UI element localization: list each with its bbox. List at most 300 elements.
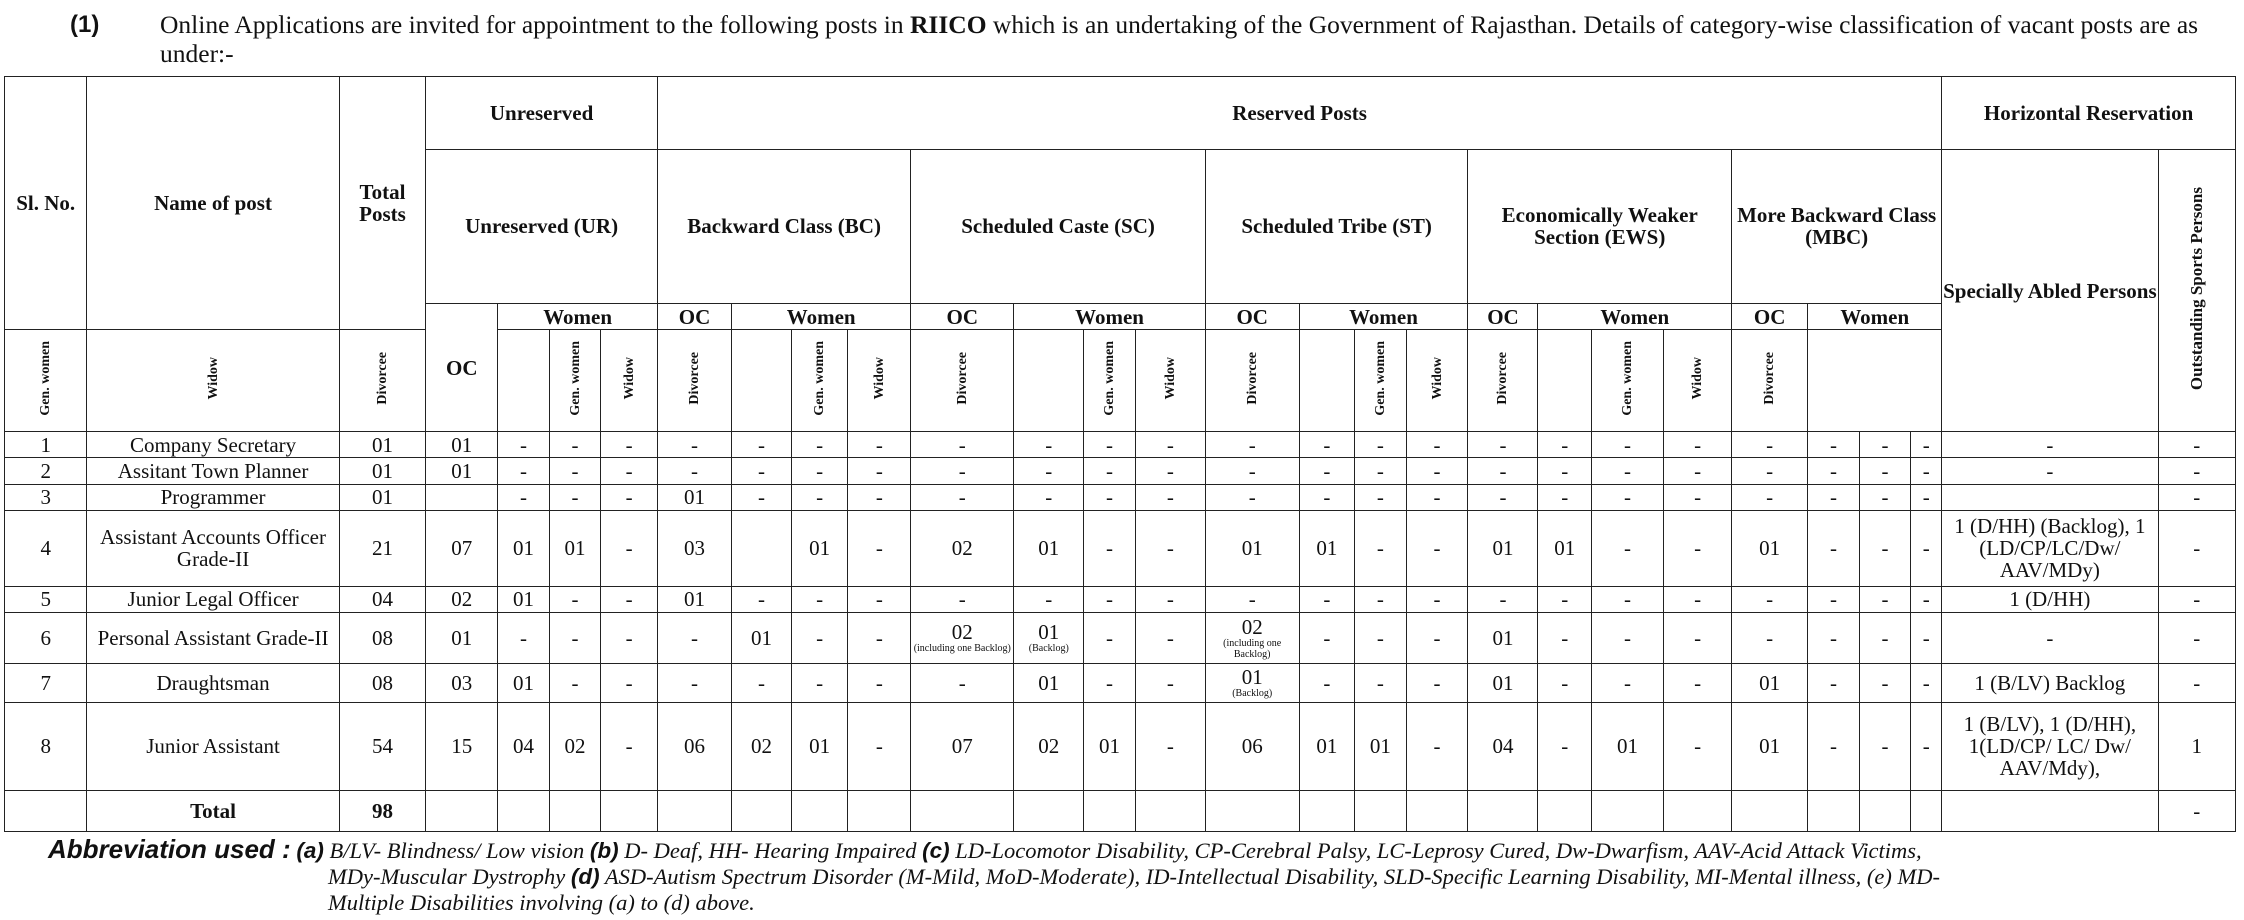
row-mbc-gen-value: - bbox=[1830, 587, 1837, 612]
row-st-divorcee bbox=[1406, 510, 1468, 586]
row-specially-abled: 1 (B/LV), 1 (D/HH), 1(LD/CP/ LC/ Dw/ AAV/Mdy), bbox=[1942, 702, 2158, 791]
row-bc-widow-value: 01 bbox=[809, 734, 831, 759]
header-ews-widow-cell bbox=[1406, 330, 1468, 432]
row-bc-oc-value: 06 bbox=[684, 734, 706, 759]
abbr-c-mark: (c) bbox=[922, 838, 950, 863]
row-st-divorcee-value: - bbox=[1433, 670, 1441, 695]
row-st-divorcee-value: - bbox=[1433, 625, 1441, 650]
header-mbc-gen: Gen. women bbox=[1620, 341, 1636, 417]
clause-number: (1) bbox=[70, 11, 100, 38]
row-sc-divorcee-value: - bbox=[1166, 670, 1174, 695]
row-ews-widow bbox=[1592, 612, 1664, 663]
row-sc-divorcee bbox=[1135, 510, 1205, 586]
row-ur-gen bbox=[498, 663, 549, 702]
row-sc-gen bbox=[1014, 702, 1084, 791]
header-st-gen-cell bbox=[1084, 330, 1135, 432]
row-st-oc bbox=[1205, 510, 1299, 586]
row-sc-widow bbox=[1084, 458, 1135, 484]
row-ews-divorcee-value: - bbox=[1694, 536, 1702, 561]
total-blank-17 bbox=[1468, 791, 1538, 832]
row-bc-gen-value: - bbox=[757, 459, 765, 484]
row-st-divorcee bbox=[1406, 458, 1468, 484]
abbreviation-lead: Abbreviation used : bbox=[48, 834, 291, 864]
row-bc-widow-value: - bbox=[816, 432, 824, 457]
header-row-1 bbox=[5, 77, 2236, 150]
row-ews-divorcee bbox=[1664, 458, 1732, 484]
row-st-oc-note: (Backlog) bbox=[1232, 688, 1273, 700]
row-sc-divorcee bbox=[1135, 586, 1205, 612]
row-ews-widow bbox=[1592, 484, 1664, 510]
row-ur-oc bbox=[426, 702, 498, 791]
header-ur-widow: Widow bbox=[205, 357, 221, 401]
row-ur-widow-value: - bbox=[571, 625, 579, 650]
header-mbc-divorcee: Divorcee bbox=[1762, 352, 1778, 406]
row-sc-widow-value: - bbox=[1106, 459, 1114, 484]
row-sports: - bbox=[2158, 663, 2236, 702]
header-st: Scheduled Tribe (ST) bbox=[1205, 149, 1468, 303]
total-row bbox=[5, 791, 2236, 832]
row-st-oc-value: 01 bbox=[1241, 665, 1263, 690]
row-bc-oc bbox=[657, 663, 731, 702]
abbr-b-mark: (b) bbox=[589, 838, 619, 863]
row-specially-abled: - bbox=[1942, 612, 2158, 663]
header-ur-gen-cell bbox=[5, 330, 87, 432]
row-st-divorcee bbox=[1406, 663, 1468, 702]
abbreviation-line-3: Multiple Disabilities involving (a) to (d) above. bbox=[328, 890, 755, 915]
header-ur-oc: OC bbox=[426, 304, 498, 432]
table-row bbox=[5, 484, 2236, 510]
row-bc-gen-value: - bbox=[757, 432, 765, 457]
row-mbc-widow bbox=[1859, 458, 1910, 484]
row-st-divorcee-value: - bbox=[1433, 587, 1441, 612]
row-mbc-gen bbox=[1808, 702, 1859, 791]
row-sc-divorcee-value: - bbox=[1166, 625, 1174, 650]
row-mbc-divorcee bbox=[1911, 586, 1942, 612]
row-mbc-gen bbox=[1808, 458, 1859, 484]
table-row bbox=[5, 458, 2236, 484]
header-mbc-oc: OC bbox=[1732, 304, 1808, 330]
row-sc-gen-value: - bbox=[1045, 587, 1053, 612]
row-ur-divorcee bbox=[601, 663, 658, 702]
row-ews-widow-value: - bbox=[1624, 670, 1632, 695]
row-sc-widow-value: - bbox=[1106, 625, 1114, 650]
row-ews-oc bbox=[1468, 510, 1538, 586]
row-mbc-widow-value: - bbox=[1881, 670, 1889, 695]
row-sl-no: 1 bbox=[5, 432, 87, 458]
row-bc-oc-value: 01 bbox=[684, 587, 706, 612]
row-st-widow-value: - bbox=[1376, 587, 1384, 612]
row-specially-abled: 1 (D/HH) (Backlog), 1 (LD/CP/LC/Dw/ AAV/MDy) bbox=[1942, 510, 2158, 586]
row-mbc-widow-value: - bbox=[1881, 432, 1889, 457]
row-ews-oc bbox=[1468, 586, 1538, 612]
row-sc-divorcee bbox=[1135, 458, 1205, 484]
row-ews-gen bbox=[1538, 586, 1592, 612]
table-row bbox=[5, 510, 2236, 586]
row-sc-oc-value: - bbox=[958, 485, 966, 510]
row-sports: - bbox=[2158, 510, 2236, 586]
total-blank-5 bbox=[657, 791, 731, 832]
row-st-divorcee-value: - bbox=[1433, 536, 1441, 561]
row-mbc-oc-value: 01 bbox=[1759, 536, 1781, 561]
row-total: 01 bbox=[339, 432, 426, 458]
row-bc-oc-value: 03 bbox=[684, 536, 706, 561]
row-bc-gen-value: - bbox=[757, 485, 765, 510]
row-ur-oc-value: 02 bbox=[451, 587, 473, 612]
row-mbc-divorcee-value: - bbox=[1922, 670, 1930, 695]
row-st-gen-value: 01 bbox=[1316, 536, 1338, 561]
row-mbc-widow bbox=[1859, 702, 1910, 791]
row-st-widow-value: - bbox=[1376, 485, 1384, 510]
row-ur-divorcee bbox=[601, 702, 658, 791]
row-ur-oc-value: 03 bbox=[451, 670, 473, 695]
row-bc-divorcee-value: - bbox=[875, 587, 883, 612]
row-bc-divorcee bbox=[848, 586, 911, 612]
row-ur-gen-value: 04 bbox=[513, 734, 535, 759]
row-ur-gen bbox=[498, 432, 549, 458]
row-mbc-oc-value: - bbox=[1766, 432, 1774, 457]
row-sc-widow-value: - bbox=[1106, 485, 1114, 510]
header-mbc: More Backward Class (MBC) bbox=[1732, 149, 1942, 303]
row-bc-divorcee bbox=[848, 432, 911, 458]
row-st-divorcee-value: - bbox=[1433, 734, 1441, 759]
row-st-widow-value: - bbox=[1376, 459, 1384, 484]
row-ews-divorcee-value: - bbox=[1694, 734, 1702, 759]
intro-text bbox=[160, 10, 2220, 68]
row-ews-gen-value: - bbox=[1561, 432, 1569, 457]
row-mbc-divorcee-value: - bbox=[1922, 587, 1930, 612]
row-bc-gen bbox=[732, 510, 792, 586]
row-sc-divorcee-value: - bbox=[1166, 536, 1174, 561]
row-ews-oc-value: 01 bbox=[1492, 536, 1514, 561]
header-sc-divorcee-cell bbox=[911, 330, 1014, 432]
table-row bbox=[5, 586, 2236, 612]
row-mbc-widow bbox=[1859, 663, 1910, 702]
row-sc-gen-value: - bbox=[1045, 459, 1053, 484]
header-st-widow: Widow bbox=[1162, 357, 1178, 401]
row-sc-gen-value: 02 bbox=[1038, 734, 1060, 759]
row-st-divorcee-value: - bbox=[1433, 432, 1441, 457]
total-blank-4 bbox=[601, 791, 658, 832]
header-st-divorcee-cell bbox=[1205, 330, 1299, 432]
row-st-oc-value: - bbox=[1248, 587, 1256, 612]
row-st-oc bbox=[1205, 586, 1299, 612]
row-ur-gen bbox=[498, 458, 549, 484]
row-sports: - bbox=[2158, 612, 2236, 663]
header-st-widow-cell bbox=[1135, 330, 1205, 432]
row-ur-widow bbox=[549, 586, 600, 612]
header-unreserved: Unreserved bbox=[426, 77, 658, 150]
row-sc-widow bbox=[1084, 484, 1135, 510]
table-row bbox=[5, 612, 2236, 663]
header-sc-widow-cell bbox=[848, 330, 911, 432]
header-mbc-gen-cell bbox=[1592, 330, 1664, 432]
row-post-name: Personal Assistant Grade-II bbox=[87, 612, 339, 663]
row-ews-oc-value: - bbox=[1499, 587, 1507, 612]
row-post-name: Assitant Town Planner bbox=[87, 458, 339, 484]
row-ews-divorcee-value: - bbox=[1694, 625, 1702, 650]
row-sc-widow-value: - bbox=[1106, 670, 1114, 695]
row-bc-gen bbox=[732, 458, 792, 484]
row-specially-abled: 1 (D/HH) bbox=[1942, 586, 2158, 612]
row-mbc-gen-value: - bbox=[1830, 459, 1837, 484]
row-bc-oc-value: - bbox=[691, 459, 699, 484]
row-bc-oc bbox=[657, 510, 731, 586]
row-ews-divorcee bbox=[1664, 612, 1732, 663]
row-st-widow-value: - bbox=[1376, 432, 1384, 457]
row-ur-oc bbox=[426, 458, 498, 484]
row-st-widow bbox=[1355, 586, 1406, 612]
row-mbc-divorcee bbox=[1911, 510, 1942, 586]
header-bc-gen-cell bbox=[549, 330, 600, 432]
row-bc-widow-value: - bbox=[816, 485, 824, 510]
row-mbc-oc-value: 01 bbox=[1759, 734, 1781, 759]
row-ur-divorcee-value: - bbox=[625, 734, 633, 759]
header-mbc-widow-cell bbox=[1664, 330, 1732, 432]
row-bc-gen-value: 02 bbox=[750, 734, 772, 759]
row-mbc-divorcee bbox=[1911, 612, 1942, 663]
row-ews-gen bbox=[1538, 612, 1592, 663]
row-mbc-gen bbox=[1808, 612, 1859, 663]
row-sc-gen bbox=[1014, 458, 1084, 484]
row-bc-widow bbox=[791, 432, 848, 458]
header-st-divorcee: Divorcee bbox=[1244, 352, 1260, 406]
row-bc-divorcee-value: - bbox=[875, 459, 883, 484]
row-sc-oc-value: 07 bbox=[951, 734, 973, 759]
row-bc-widow bbox=[791, 702, 848, 791]
row-sc-gen-note: (Backlog) bbox=[1028, 643, 1069, 655]
row-sports: - bbox=[2158, 432, 2236, 458]
row-mbc-gen-value: - bbox=[1830, 734, 1837, 759]
abbr-a-text: B/LV- Blindness/ Low vision bbox=[323, 838, 590, 863]
row-mbc-oc bbox=[1732, 612, 1808, 663]
row-mbc-widow bbox=[1859, 510, 1910, 586]
header-st-gen: Gen. women bbox=[1102, 341, 1118, 417]
header-mbc-oc-blank bbox=[1538, 330, 1592, 432]
row-mbc-gen bbox=[1808, 432, 1859, 458]
row-bc-widow bbox=[791, 612, 848, 663]
header-sc-gen: Gen. women bbox=[812, 341, 828, 417]
row-ews-divorcee bbox=[1664, 702, 1732, 791]
row-sc-gen bbox=[1014, 432, 1084, 458]
row-ews-oc-value: 04 bbox=[1492, 734, 1514, 759]
row-ews-oc-value: - bbox=[1499, 459, 1507, 484]
row-st-gen bbox=[1299, 612, 1355, 663]
total-blank-6 bbox=[732, 791, 792, 832]
header-mbc-women: Women bbox=[1808, 304, 1942, 330]
row-mbc-divorcee-value: - bbox=[1922, 625, 1930, 650]
row-mbc-gen-value: - bbox=[1830, 670, 1837, 695]
row-ews-gen-value: - bbox=[1561, 587, 1569, 612]
row-ur-gen-value: - bbox=[520, 459, 528, 484]
row-ews-divorcee-value: - bbox=[1694, 432, 1702, 457]
intro-text-after: which is an undertaking of the Government of Rajasthan. Details of category-wise classification of vacant posts are as under:- bbox=[160, 10, 2199, 68]
row-st-divorcee-value: - bbox=[1433, 485, 1441, 510]
row-bc-divorcee-value: - bbox=[875, 485, 883, 510]
row-mbc-oc-value: - bbox=[1766, 587, 1774, 612]
row-st-oc-value: - bbox=[1248, 459, 1256, 484]
total-blank-23 bbox=[1859, 791, 1910, 832]
row-specially-abled: - bbox=[1942, 458, 2158, 484]
row-sc-gen-value: - bbox=[1045, 485, 1053, 510]
row-ur-widow-value: - bbox=[571, 485, 579, 510]
row-bc-divorcee-value: - bbox=[875, 670, 883, 695]
row-ews-gen-value: - bbox=[1561, 485, 1569, 510]
row-st-gen bbox=[1299, 484, 1355, 510]
row-bc-oc-value: - bbox=[691, 625, 699, 650]
row-ur-widow bbox=[549, 458, 600, 484]
row-sl-no: 2 bbox=[5, 458, 87, 484]
header-sl-no: Sl. No. bbox=[5, 77, 87, 330]
row-bc-oc-value: - bbox=[691, 670, 699, 695]
header-ews-divorcee-cell bbox=[1468, 330, 1538, 432]
row-ur-oc-value: 01 bbox=[451, 625, 473, 650]
row-bc-divorcee-value: - bbox=[875, 536, 883, 561]
header-row-4 bbox=[5, 330, 2236, 432]
row-sl-no: 6 bbox=[5, 612, 87, 663]
row-bc-oc bbox=[657, 458, 731, 484]
header-ur-gen: Gen. women bbox=[38, 341, 54, 417]
row-st-widow bbox=[1355, 612, 1406, 663]
org-name: RIICO bbox=[910, 10, 987, 39]
header-bc-oc: OC bbox=[657, 304, 731, 330]
row-ur-oc bbox=[426, 663, 498, 702]
row-ur-gen-value: - bbox=[520, 485, 528, 510]
row-ews-oc bbox=[1468, 663, 1538, 702]
row-ews-oc bbox=[1468, 612, 1538, 663]
row-ur-oc bbox=[426, 484, 498, 510]
row-mbc-gen-value: - bbox=[1830, 485, 1837, 510]
row-ur-oc bbox=[426, 432, 498, 458]
row-bc-widow bbox=[791, 663, 848, 702]
abbr-line2-b: ASD-Autism Spectrum Disorder (M-Mild, MoD-Moderate), ID-Intellectual Disability, SLD-Specific Learning Disability, MI-Mental illness, (e) MD- bbox=[599, 864, 1940, 889]
total-blank-19 bbox=[1592, 791, 1664, 832]
row-bc-gen-value: - bbox=[757, 670, 765, 695]
row-sc-oc-value: - bbox=[958, 459, 966, 484]
header-ews-gen: Gen. women bbox=[1372, 341, 1388, 417]
row-ur-gen bbox=[498, 484, 549, 510]
row-mbc-oc-value: 01 bbox=[1759, 670, 1781, 695]
row-st-gen-value: - bbox=[1323, 432, 1331, 457]
row-mbc-widow-value: - bbox=[1881, 587, 1889, 612]
row-st-gen-value: - bbox=[1323, 459, 1331, 484]
row-bc-gen bbox=[732, 484, 792, 510]
header-name-of-post: Name of post bbox=[87, 77, 339, 330]
row-ews-widow bbox=[1592, 702, 1664, 791]
header-sc-gen-cell bbox=[791, 330, 848, 432]
row-mbc-divorcee-value: - bbox=[1922, 485, 1930, 510]
row-mbc-gen bbox=[1808, 484, 1859, 510]
abbr-d-mark: (d) bbox=[570, 864, 600, 889]
row-ews-oc bbox=[1468, 702, 1538, 791]
vacancy-table bbox=[4, 76, 2236, 832]
row-mbc-divorcee-value: - bbox=[1922, 734, 1930, 759]
row-mbc-oc bbox=[1732, 663, 1808, 702]
row-post-name: Draughtsman bbox=[87, 663, 339, 702]
row-ews-divorcee bbox=[1664, 484, 1732, 510]
row-ews-oc-value: - bbox=[1499, 432, 1507, 457]
row-sc-divorcee bbox=[1135, 484, 1205, 510]
row-mbc-oc-value: - bbox=[1766, 625, 1774, 650]
row-sc-gen-value: - bbox=[1045, 432, 1053, 457]
row-ur-divorcee bbox=[601, 586, 658, 612]
row-bc-widow bbox=[791, 510, 848, 586]
row-mbc-gen bbox=[1808, 510, 1859, 586]
row-bc-oc bbox=[657, 432, 731, 458]
header-bc-gen: Gen. women bbox=[567, 341, 583, 417]
header-ur: Unreserved (UR) bbox=[426, 149, 658, 303]
row-sc-divorcee-value: - bbox=[1166, 587, 1174, 612]
row-ews-gen bbox=[1538, 432, 1592, 458]
row-bc-widow-value: - bbox=[816, 670, 824, 695]
row-ews-oc-value: 01 bbox=[1492, 670, 1514, 695]
row-sports: - bbox=[2158, 458, 2236, 484]
row-sc-divorcee bbox=[1135, 432, 1205, 458]
row-ews-gen-value: - bbox=[1561, 459, 1569, 484]
row-ur-gen bbox=[498, 510, 549, 586]
row-sc-widow bbox=[1084, 432, 1135, 458]
total-label: Total bbox=[87, 791, 339, 832]
row-post-name: Junior Assistant bbox=[87, 702, 339, 791]
row-mbc-widow-value: - bbox=[1881, 485, 1889, 510]
intro-text-before: Online Applications are invited for appointment to the following posts in bbox=[160, 10, 911, 39]
header-sc-oc: OC bbox=[911, 304, 1014, 330]
row-sc-widow bbox=[1084, 510, 1135, 586]
row-bc-widow-value: - bbox=[816, 587, 824, 612]
total-blank-21 bbox=[1732, 791, 1808, 832]
row-mbc-oc bbox=[1732, 484, 1808, 510]
row-ur-divorcee-value: - bbox=[625, 536, 633, 561]
row-sports: - bbox=[2158, 586, 2236, 612]
row-sc-gen-value: 01 bbox=[1038, 620, 1060, 645]
header-ews-oc-blank bbox=[1299, 330, 1355, 432]
row-ur-gen-value: 01 bbox=[513, 670, 535, 695]
header-reserved-posts: Reserved Posts bbox=[657, 77, 1941, 150]
row-st-divorcee bbox=[1406, 586, 1468, 612]
table-row bbox=[5, 663, 2236, 702]
row-st-widow bbox=[1355, 484, 1406, 510]
row-st-widow bbox=[1355, 510, 1406, 586]
row-mbc-widow-value: - bbox=[1881, 459, 1889, 484]
row-st-widow-value: - bbox=[1376, 536, 1384, 561]
row-st-oc-value: 01 bbox=[1241, 536, 1263, 561]
row-st-widow-value: - bbox=[1376, 625, 1384, 650]
row-st-widow-value: - bbox=[1376, 670, 1384, 695]
row-ews-gen-value: - bbox=[1561, 670, 1569, 695]
row-mbc-divorcee bbox=[1911, 458, 1942, 484]
row-st-oc bbox=[1205, 432, 1299, 458]
row-ews-gen bbox=[1538, 663, 1592, 702]
row-mbc-gen bbox=[1808, 586, 1859, 612]
total-blank-9 bbox=[911, 791, 1014, 832]
total-blank-13 bbox=[1205, 791, 1299, 832]
total-blank-15 bbox=[1355, 791, 1406, 832]
row-sc-oc bbox=[911, 586, 1014, 612]
total-blank-3 bbox=[549, 791, 600, 832]
row-total: 01 bbox=[339, 484, 426, 510]
row-sc-oc-value: - bbox=[958, 432, 966, 457]
row-bc-widow-value: 01 bbox=[809, 536, 831, 561]
row-st-gen bbox=[1299, 510, 1355, 586]
row-sl-no: 7 bbox=[5, 663, 87, 702]
total-blank-8 bbox=[848, 791, 911, 832]
row-st-gen bbox=[1299, 702, 1355, 791]
row-mbc-divorcee-value: - bbox=[1922, 536, 1930, 561]
row-ews-gen-value: - bbox=[1561, 734, 1569, 759]
total-blank-20 bbox=[1664, 791, 1732, 832]
row-bc-divorcee bbox=[848, 458, 911, 484]
row-st-oc-value: - bbox=[1248, 432, 1256, 457]
header-mbc-widow: Widow bbox=[1690, 357, 1706, 401]
